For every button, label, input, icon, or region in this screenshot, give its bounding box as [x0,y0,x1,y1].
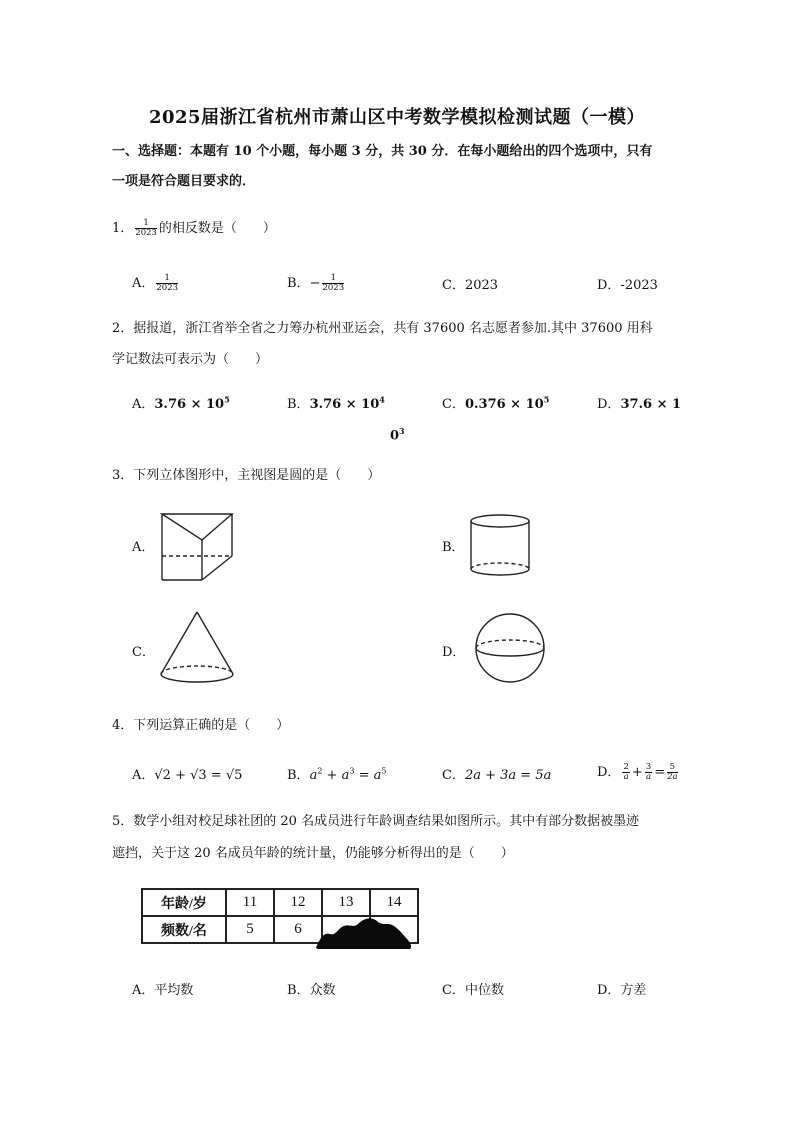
section-line-2: 一项是符合题目要求的． [112,174,256,189]
ink-blot-icon [314,914,414,950]
q4-option-a[interactable]: A．√2 + √3 = √5 [132,768,243,783]
q5-option-a[interactable]: A．平均数 [132,983,194,998]
section-line-1: 一、选择题：本题有 10 个小题，每小题 3 分，共 30 分．在每小题给出的四个选项中，只有 [112,144,653,159]
question-text-line-1: 2．据报道，浙江省举全省之力筹办杭州亚运会，共有 37600 名志愿者参加.其中 37600 用科 [112,321,653,336]
q1-option-a[interactable]: A． $\frac{1}{2023}$ [132,273,179,293]
q2-option-c[interactable]: C．$0.376 \times 10^5$ [442,394,550,412]
q2-option-b[interactable]: B．$3.76 \times 10^4$ [287,394,385,412]
table-cell: 13 [322,889,370,916]
fraction: $\frac{1}{2023}$ [135,218,157,238]
cone-icon [158,608,236,688]
table-cell: 5 [226,916,274,943]
question-4: 4．下列运算正确的是（ ） [112,718,290,733]
question-3: 3．下列立体图形中，主视图是圆的是（ ） [112,468,381,483]
table-row [142,889,418,916]
table-header-frequency: 频数/名 [142,916,226,943]
q3-option-b[interactable]: B． [442,540,465,555]
question-text: 的相反数是（ ） [158,221,276,236]
q5-option-c[interactable]: C．中位数 [442,983,504,998]
question-2 [112,315,682,374]
q2-option-d-wrap: $0^3$ [390,426,405,444]
q3-option-d[interactable]: D． [442,645,466,660]
q4-option-d[interactable]: D． $\frac{2}{a}$ + $\frac{3}{a}$ = $\frac{5}{2a}$ [597,762,678,782]
question-number: 1． [112,221,134,236]
q4-option-b[interactable]: B．$a^2 + a^3 = a^5$ [287,766,387,783]
table-header-age: 年龄/岁 [142,889,226,916]
q5-option-b[interactable]: B．众数 [287,983,336,998]
table-cell: 14 [370,889,418,916]
q4-option-c[interactable]: C．2a + 3a = 5a [442,768,552,783]
question-text-line-2: 学记数法可表示为（ ） [112,352,269,367]
q5-option-d[interactable]: D．方差 [597,983,647,998]
q1-option-b[interactable]: B．− $\frac{1}{2023}$ [287,273,345,293]
q3-option-c[interactable]: C． [132,645,155,660]
section-heading [112,139,692,195]
q2-option-d[interactable]: D．37.6 × 1 [597,397,682,412]
table-cell: 12 [274,889,322,916]
q2-option-a[interactable]: A．$3.76 \times 10^5$ [132,394,230,412]
question-text-line-2: 遮挡，关于这 20 名成员年龄的统计量，仍能够分析得出的是（ ） [112,846,514,861]
cylinder-icon [468,512,532,578]
question-1 [112,215,682,243]
page-title: 2025届浙江省杭州市萧山区中考数学模拟检测试题（一模） [148,107,646,128]
table-cell: 11 [226,889,274,916]
table-cell: 6 [274,916,322,943]
triangular-prism-icon [158,510,236,585]
q1-option-c[interactable]: C．2023 [442,278,499,293]
question-5 [112,808,682,868]
q1-option-d[interactable]: D．-2023 [597,278,658,293]
question-text-line-1: 5．数学小组对校足球社团的 20 名成员进行年龄调查结果如图所示。其中有部分数据被墨迹 [112,814,640,829]
sphere-icon [470,612,550,684]
q3-option-a[interactable]: A． [132,540,155,555]
